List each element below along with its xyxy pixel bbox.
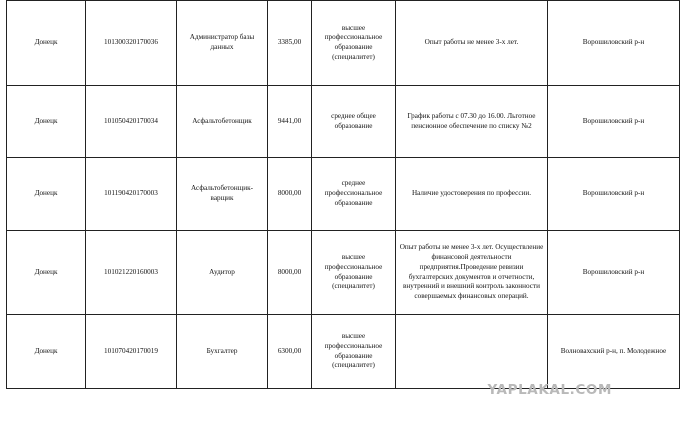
city-cell: Донецк [7,158,86,231]
requirements-cell [396,1,548,86]
vacancy-table-page [6,0,667,389]
city-cell: Донецк [7,86,86,158]
table-row [7,315,680,389]
requirements-cell [396,158,548,231]
site-watermark: YAPLAKAL.COM [487,382,612,398]
district-cell: Ворошиловский р-н [548,86,680,158]
vacancy-code-cell: 101190420170003 [86,158,177,231]
district-cell: Ворошиловский р-н [548,158,680,231]
job-title-cell: Бухгалтер [177,315,268,389]
requirements-cell [396,231,548,315]
salary-cell: 3385,00 [268,1,312,86]
table-row [7,158,680,231]
vacancy-code-cell: 101300320170036 [86,1,177,86]
table-row [7,231,680,315]
requirements-cell [396,86,548,158]
table-row [7,86,680,158]
vacancy-table [6,0,680,389]
vacancy-code-cell: 101070420170019 [86,315,177,389]
vacancy-code-cell: 101021220160003 [86,231,177,315]
city-cell: Донецк [7,231,86,315]
education-cell: среднее профессиональное образование [312,158,396,231]
job-title-cell: Асфальтобетонщик-варщик [177,158,268,231]
job-title-cell: Асфальтобетонщик [177,86,268,158]
city-cell: Донецк [7,315,86,389]
table-row [7,1,680,86]
salary-cell: 8000,00 [268,158,312,231]
salary-cell: 9441,00 [268,86,312,158]
requirements-text: Наличие удостоверения по профессии. [411,189,531,198]
requirements-text: Опыт работы не менее 3-х лет. [424,38,519,47]
salary-cell: 6300,00 [268,315,312,389]
city-cell: Донецк [7,1,86,86]
education-cell: высшее профессиональное образование (специалитет) [312,315,396,389]
requirements-text: График работы с 07.30 до 16.00. Льготное пенсионное обеспечение по списку №2 [407,111,536,130]
district-cell: Ворошиловский р-н [548,1,680,86]
education-cell: высшее профессиональное образование (специалитет) [312,1,396,86]
district-cell: Ворошиловский р-н [548,231,680,315]
education-cell: среднее общее образование [312,86,396,158]
job-title-cell: Аудитор [177,231,268,315]
requirements-cell [396,315,548,389]
education-cell: высшее профессиональное образование (специалитет) [312,231,396,315]
requirements-text: Опыт работы не менее 3-х лет. Осуществление финансовой деятельности предприятия.Проведение ревизии бухгалтерских документов и отчетности, внутренний и внешний контроль законности совершаемых финансовых операций. [399,243,544,300]
salary-cell: 8000,00 [268,231,312,315]
job-title-cell: Администратор базы данных [177,1,268,86]
vacancy-code-cell: 101050420170034 [86,86,177,158]
district-cell: Волновахский р-н, п. Молодежное [548,315,680,389]
